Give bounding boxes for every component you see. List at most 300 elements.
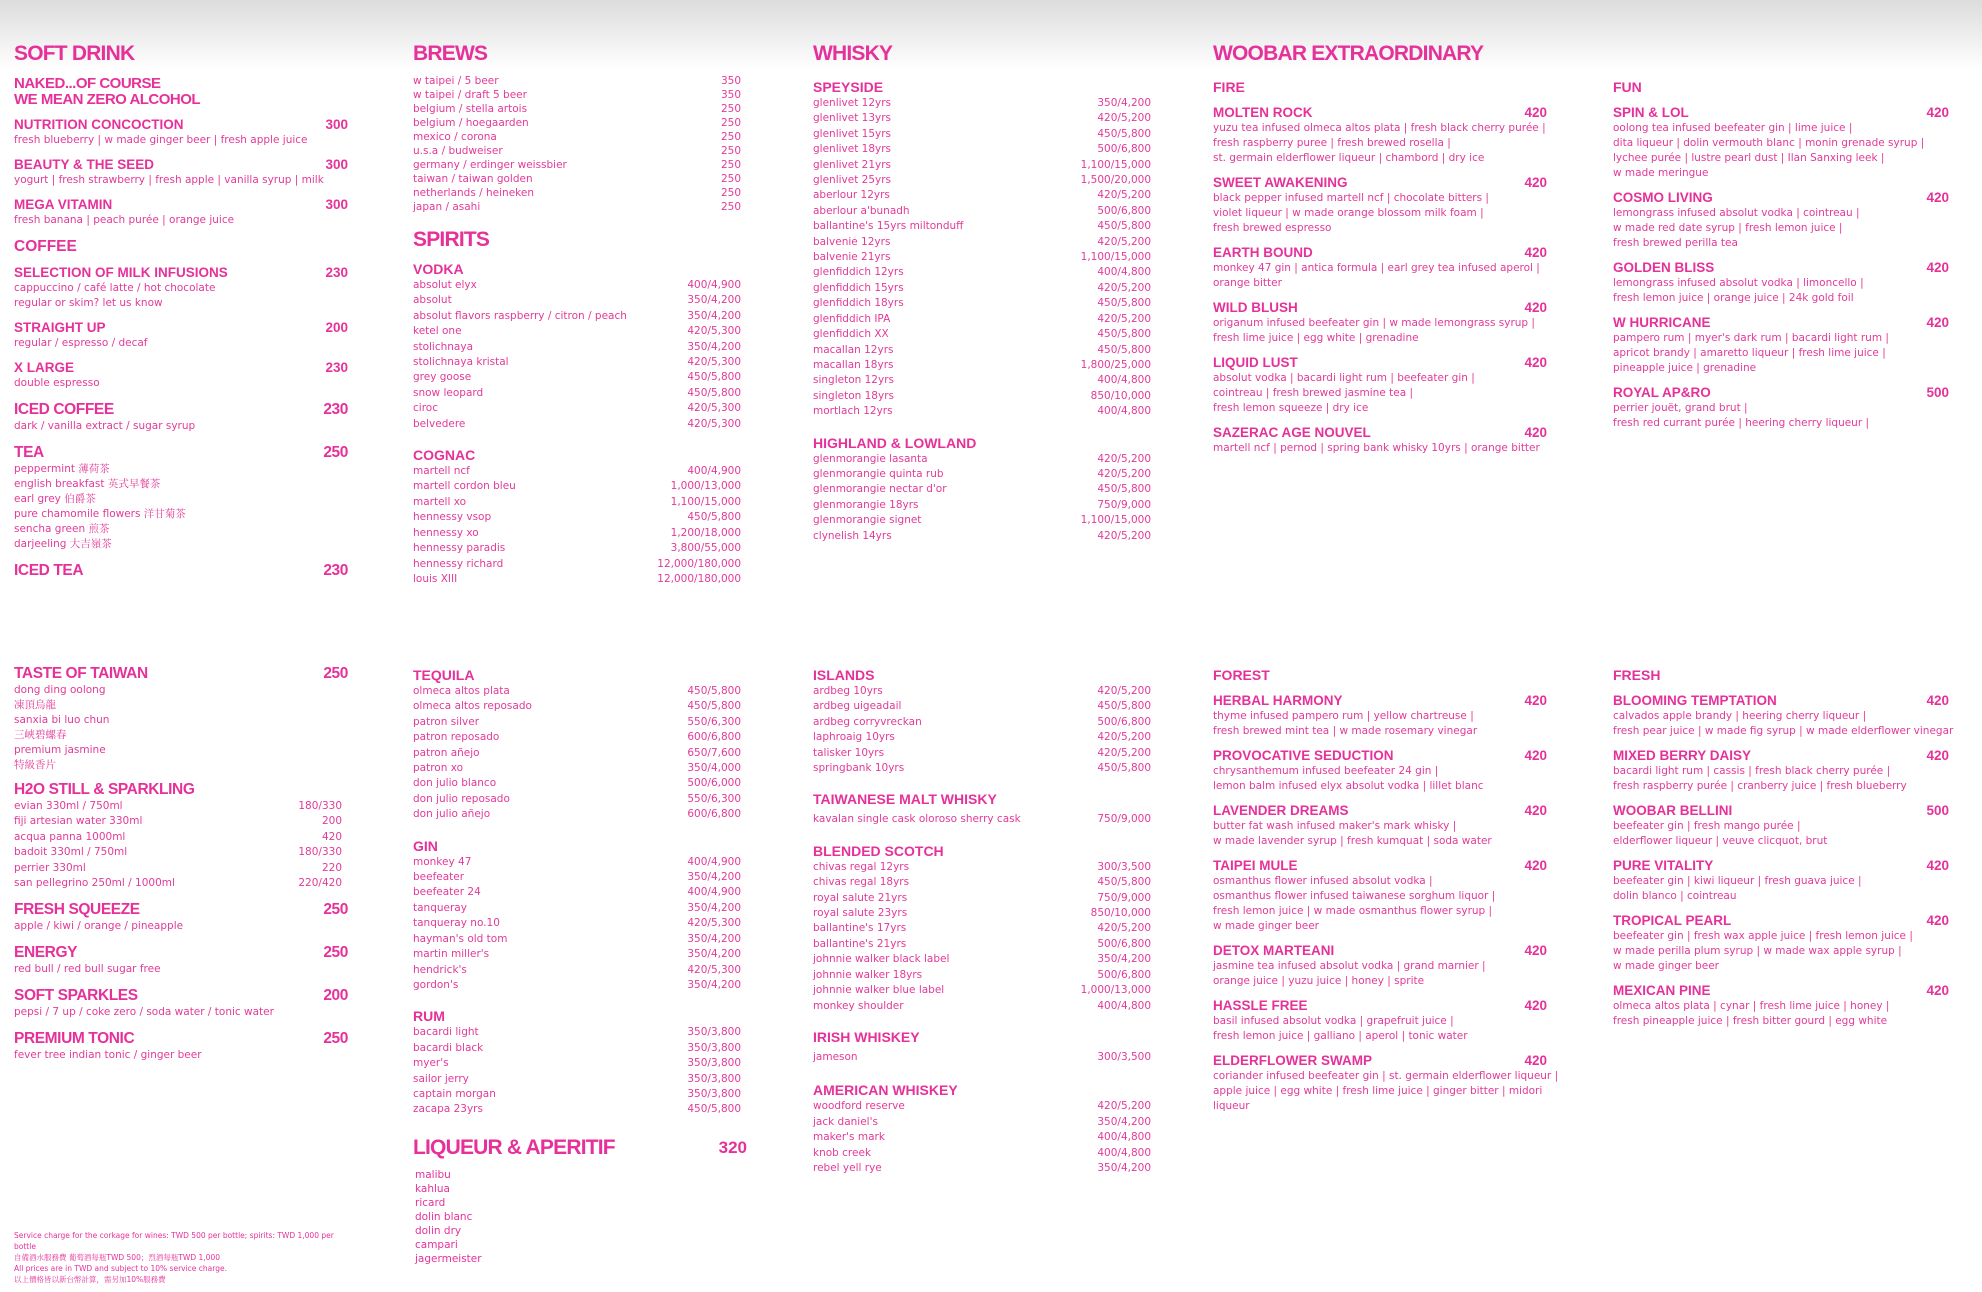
row-name: glenmorangie nectar d'or xyxy=(813,483,947,496)
row-price: 250 xyxy=(720,145,741,157)
item-description: absolut vodka | bacardi light rum | beefeater gin | xyxy=(1213,372,1475,384)
item-name: ROYAL AP&RO xyxy=(1613,385,1711,400)
menu-item xyxy=(14,197,362,228)
item-description: w made ginger beer xyxy=(1213,920,1319,932)
item-price: 250 xyxy=(323,665,348,682)
row-price: 12,000/180,000 xyxy=(657,557,741,570)
item-description: fresh lemon squeeze | dry ice xyxy=(1213,402,1369,414)
price-row xyxy=(813,921,1161,936)
price-row xyxy=(413,495,761,510)
price-row xyxy=(413,479,761,494)
whisky-bottom xyxy=(813,666,1161,1176)
menu-block xyxy=(14,562,362,580)
row-price: 500/6,800 xyxy=(1097,968,1151,981)
price-row xyxy=(813,1146,1161,1161)
item-name: TROPICAL PEARL xyxy=(1613,913,1732,928)
row-price: 420/5,200 xyxy=(1097,312,1151,325)
item-description: fresh red currant purée | heering cherry liqueur | xyxy=(1613,417,1870,429)
item-header xyxy=(14,117,362,133)
row-price: 420/5,300 xyxy=(687,325,741,338)
item-description: w made lavender syrup | fresh kumquat | soda water xyxy=(1213,835,1492,847)
row-name: chivas regal 12yrs xyxy=(813,860,910,873)
item-price: 420 xyxy=(1524,355,1547,370)
row-price: 1,100/15,000 xyxy=(1080,514,1151,527)
item-header xyxy=(14,360,362,376)
list-item: dolin blanc xyxy=(415,1210,473,1223)
price-row xyxy=(813,111,1161,126)
price-row xyxy=(413,792,761,807)
row-name: hayman's old tom xyxy=(413,932,508,945)
price-row xyxy=(813,999,1161,1014)
price-row xyxy=(413,116,761,130)
row-name: w taipei / draft 5 beer xyxy=(413,89,527,101)
price-row xyxy=(813,937,1161,952)
item-name: SAZERAC AGE NOUVEL xyxy=(1213,425,1371,440)
soft-drink-section xyxy=(14,42,362,580)
row-name: belgium / stella artois xyxy=(413,103,528,115)
item-price: 420 xyxy=(1524,858,1547,873)
row-price: 220/420 xyxy=(298,877,342,890)
gin-title: GIN xyxy=(413,837,438,854)
row-price: 420/5,200 xyxy=(1097,281,1151,294)
row-price: 250 xyxy=(720,201,741,213)
price-row xyxy=(813,968,1161,983)
row-name: patron añejo xyxy=(413,746,480,759)
menu-item xyxy=(1213,175,1561,236)
row-price: 450/5,800 xyxy=(1097,483,1151,496)
cognac-title: COGNAC xyxy=(413,447,476,464)
row-price: 1,000/13,000 xyxy=(1080,984,1151,997)
list xyxy=(813,452,1161,544)
price-row xyxy=(813,188,1161,203)
row-price: 450/5,800 xyxy=(1097,700,1151,713)
row-name: beefeater xyxy=(413,871,465,884)
price-row xyxy=(813,327,1161,342)
item-description: beefeater gin | fresh mango purée | xyxy=(1613,820,1801,832)
row-name: singleton 12yrs xyxy=(813,374,894,387)
price-row xyxy=(813,373,1161,388)
row-name: glenmorangie 18yrs xyxy=(813,498,919,511)
item-header xyxy=(1613,803,1963,819)
menu-item xyxy=(14,1030,362,1063)
row-price: 420/5,200 xyxy=(1097,922,1151,935)
row-name: glenlivet 18yrs xyxy=(813,143,892,156)
item-price: 250 xyxy=(323,444,348,461)
item-description: fresh raspberry purée | cranberry juice | fresh blueberry xyxy=(1613,780,1907,792)
item-price: 420 xyxy=(1524,300,1547,315)
islands-title: ISLANDS xyxy=(813,667,875,683)
menu-item xyxy=(14,562,362,580)
list xyxy=(14,799,362,891)
row-name: sailor jerry xyxy=(413,1072,469,1085)
item-description: fresh lime juice | egg white | grenadine xyxy=(1213,332,1419,344)
item-description: fresh pineapple juice | fresh bitter gourd | egg white xyxy=(1613,1015,1888,1027)
item-header xyxy=(1613,385,1963,401)
item-price: 420 xyxy=(1926,913,1949,928)
row-price: 350/4,200 xyxy=(687,932,741,945)
menu-item xyxy=(1213,245,1561,291)
row-price: 350/4,200 xyxy=(687,978,741,991)
row-price: 420/5,200 xyxy=(1097,731,1151,744)
menu-item xyxy=(1613,693,1963,739)
item-price: 230 xyxy=(325,360,348,375)
row-price: 600/6,800 xyxy=(687,808,741,821)
list xyxy=(813,684,1161,776)
item-description: olmeca altos plata | cynar | fresh lime juice | honey | xyxy=(1613,1000,1890,1012)
brews-spirits-section xyxy=(413,42,761,587)
row-price: 400/4,800 xyxy=(1097,1146,1151,1159)
row-name: hennessy xo xyxy=(413,526,479,539)
item-price: 420 xyxy=(1524,105,1547,120)
item-description: 三峽碧螺春 xyxy=(14,729,67,741)
item-description: pineapple juice | grenadine xyxy=(1613,362,1757,374)
item-description: dong ding oolong xyxy=(14,684,106,696)
row-price: 1,100/15,000 xyxy=(1080,251,1151,264)
list-item: campari xyxy=(415,1238,458,1251)
item-header xyxy=(1213,998,1561,1014)
price-row xyxy=(413,370,761,385)
row-name: u.s.a / budweiser xyxy=(413,145,503,157)
price-row xyxy=(413,572,761,587)
row-name: zacapa 23yrs xyxy=(413,1103,483,1116)
row-name: perrier 330ml xyxy=(14,861,86,874)
item-header xyxy=(1213,943,1561,959)
item-description: premium jasmine xyxy=(14,744,106,756)
row-name: glenlivet 15yrs xyxy=(813,127,892,140)
row-price: 250 xyxy=(720,173,741,185)
item-name: ICED TEA xyxy=(14,562,84,579)
price-row xyxy=(413,932,761,947)
menu-item xyxy=(14,901,362,934)
item-name: FRESH SQUEEZE xyxy=(14,901,140,919)
price-row xyxy=(813,812,1161,827)
item-price: 250 xyxy=(323,944,348,962)
section-title: SOFT DRINK xyxy=(14,42,135,65)
row-name: johnnie walker blue label xyxy=(813,984,945,997)
list xyxy=(813,860,1161,1014)
price-row xyxy=(413,916,761,931)
item-price: 230 xyxy=(323,562,348,579)
row-name: evian 330ml / 750ml xyxy=(14,800,123,812)
menu-block xyxy=(14,1030,362,1063)
item-price: 420 xyxy=(1524,998,1547,1013)
item-description: lychee purée | lustre pearl dust | Ilan Sanxing leek | xyxy=(1613,152,1885,164)
price-row xyxy=(14,876,362,891)
price-row xyxy=(413,1025,761,1040)
item-header xyxy=(1213,803,1561,819)
price-row xyxy=(813,891,1161,906)
item-description: dark / vanilla extract / sugar syrup xyxy=(14,420,196,432)
item-header xyxy=(1613,693,1963,709)
item-description: cointreau | fresh brewed jasmine tea | xyxy=(1213,387,1414,399)
menu-item xyxy=(1613,913,1963,974)
item-name: PREMIUM TONIC xyxy=(14,1030,135,1048)
item-header xyxy=(1613,105,1963,121)
row-name: patron xo xyxy=(413,762,464,775)
row-name: ciroc xyxy=(413,402,438,415)
price-row xyxy=(413,978,761,993)
row-name: absolut xyxy=(413,294,452,307)
price-row xyxy=(813,250,1161,265)
price-row xyxy=(413,355,761,370)
item-header xyxy=(14,665,362,683)
row-price: 850/10,000 xyxy=(1090,907,1151,920)
row-name: balvenie 21yrs xyxy=(813,251,891,264)
liqueur-header: LIQUEUR & APERITIF 320 xyxy=(413,1135,747,1159)
item-price: 420 xyxy=(1524,803,1547,818)
menu-block xyxy=(14,444,362,552)
item-description: cappuccino / café latte / hot chocolate xyxy=(14,282,216,294)
price-row xyxy=(14,845,362,860)
row-name: hennessy vsop xyxy=(413,511,492,524)
item-description: darjeeling 大吉嶺茶 xyxy=(14,538,112,550)
row-name: glenmorangie lasanta xyxy=(813,452,928,465)
price-row xyxy=(813,875,1161,890)
price-row xyxy=(813,761,1161,776)
list xyxy=(413,855,761,994)
menu-block xyxy=(14,401,362,434)
row-price: 650/7,600 xyxy=(687,746,741,759)
item-name: TASTE OF TAIWAN xyxy=(14,665,148,682)
row-price: 200 xyxy=(321,815,342,828)
row-name: hendrick's xyxy=(413,963,467,976)
menu-item xyxy=(1613,105,1963,181)
list xyxy=(813,96,1161,420)
row-name: glenlivet 21yrs xyxy=(813,158,892,171)
price-row xyxy=(813,482,1161,497)
item-price: 420 xyxy=(1926,260,1949,275)
row-name: glenlivet 13yrs xyxy=(813,112,892,125)
price-row xyxy=(813,684,1161,699)
price-row xyxy=(813,219,1161,234)
item-description: english breakfast 英式早餐茶 xyxy=(14,478,161,490)
price-row xyxy=(813,452,1161,467)
item-description: fresh brewed espresso xyxy=(1213,222,1332,234)
spirits-title: SPIRITS xyxy=(413,228,490,251)
whisky-title: WHISKY xyxy=(813,42,893,65)
menu-item xyxy=(1613,748,1963,794)
item-description: fresh blueberry | w made ginger beer | fresh apple juice xyxy=(14,134,308,146)
item-description: chrysanthemum infused beefeater 24 gin | xyxy=(1213,765,1439,777)
price-row xyxy=(413,510,761,525)
menu-item xyxy=(1213,858,1561,934)
item-price: 420 xyxy=(1524,175,1547,190)
price-row xyxy=(413,74,761,88)
price-row xyxy=(813,312,1161,327)
item-description: lemon balm infused elyx absolut vodka | lillet blanc xyxy=(1213,780,1484,792)
row-price: 350/3,800 xyxy=(687,1072,741,1085)
price-row xyxy=(813,127,1161,142)
row-price: 420/5,200 xyxy=(1097,189,1151,202)
list xyxy=(14,265,362,391)
row-price: 550/6,300 xyxy=(687,715,741,728)
menu-item xyxy=(14,157,362,188)
list xyxy=(413,1168,761,1266)
item-name: GOLDEN BLISS xyxy=(1613,260,1715,275)
row-name: johnnie walker black label xyxy=(813,953,950,966)
item-price: 420 xyxy=(1926,983,1949,998)
row-price: 350/4,200 xyxy=(1097,97,1151,109)
row-name: hennessy paradis xyxy=(413,542,506,555)
price-row xyxy=(413,324,761,339)
item-description: origanum infused beefeater gin | w made lemongrass syrup | xyxy=(1213,317,1535,329)
price-row xyxy=(413,684,761,699)
item-description: pepsi / 7 up / coke zero / soda water / tonic water xyxy=(14,1006,274,1019)
row-name: don julio añejo xyxy=(413,808,491,821)
item-description: w made meringue xyxy=(1613,167,1709,179)
price-row xyxy=(813,467,1161,482)
row-price: 350/4,200 xyxy=(1097,1115,1151,1128)
row-name: hennessy richard xyxy=(413,557,504,570)
item-header xyxy=(1213,858,1561,874)
price-row xyxy=(14,861,362,876)
row-price: 420/5,200 xyxy=(1097,1100,1151,1113)
price-row xyxy=(413,309,761,324)
item-price: 420 xyxy=(1926,693,1949,708)
price-row xyxy=(413,88,761,102)
price-row xyxy=(413,1087,761,1102)
item-header xyxy=(1613,260,1963,276)
row-name: grey goose xyxy=(413,371,472,384)
menu-item xyxy=(1213,355,1561,416)
row-price: 250 xyxy=(720,131,741,143)
price-row xyxy=(14,830,362,845)
forest-title: FOREST xyxy=(1213,667,1270,683)
price-row xyxy=(413,464,761,479)
price-row xyxy=(813,699,1161,714)
item-description: regular or skim? let us know xyxy=(14,297,163,309)
row-price: 400/4,800 xyxy=(1097,266,1151,279)
row-name: ballantine's 21yrs xyxy=(813,937,907,950)
row-name: royal salute 21yrs xyxy=(813,891,908,904)
row-price: 250 xyxy=(720,187,741,199)
menu-item xyxy=(1613,190,1963,251)
row-name: aberlour 12yrs xyxy=(813,189,890,202)
item-price: 420 xyxy=(1524,425,1547,440)
price-row xyxy=(813,389,1161,404)
price-row xyxy=(813,235,1161,250)
woobar-fire-section xyxy=(1213,42,1561,456)
item-description: yuzu tea infused olmeca altos plata | fresh black cherry purée | xyxy=(1213,122,1546,134)
fire-title: FIRE xyxy=(1213,79,1245,95)
item-name: W HURRICANE xyxy=(1613,315,1711,330)
row-price: 450/5,800 xyxy=(687,685,741,697)
row-price: 420/5,300 xyxy=(687,402,741,415)
price-row xyxy=(813,1115,1161,1130)
row-price: 420/5,300 xyxy=(687,963,741,976)
item-description: osmanthus flower infused taiwanese sorghum liquor | xyxy=(1213,890,1496,902)
item-header xyxy=(14,320,362,336)
row-name: netherlands / heineken xyxy=(413,187,534,199)
item-description: dita liqueur | dolin vermouth blanc | monin grenade syrup | xyxy=(1613,137,1925,149)
item-name: COSMO LIVING xyxy=(1613,190,1713,205)
item-name: ENERGY xyxy=(14,944,78,962)
price-row xyxy=(813,746,1161,761)
item-description: apricot brandy | amaretto liqueur | fresh lime juice | xyxy=(1613,347,1886,359)
row-name: martell ncf xyxy=(413,465,470,478)
price-row xyxy=(413,807,761,822)
row-name: germany / erdinger weissbier xyxy=(413,159,567,171)
row-price: 450/5,800 xyxy=(1097,328,1151,341)
item-description: fresh brewed perilla tea xyxy=(1613,237,1738,249)
price-row xyxy=(813,281,1161,296)
menu-item xyxy=(14,320,362,351)
price-row xyxy=(813,158,1161,173)
item-price: 420 xyxy=(1926,858,1949,873)
row-price: 400/4,900 xyxy=(687,465,741,478)
item-description: w made ginger beer xyxy=(1613,960,1719,972)
row-name: ardbeg 10yrs xyxy=(813,685,883,697)
item-description: bacardi light rum | cassis | fresh black cherry purée | xyxy=(1613,765,1891,777)
price-row xyxy=(413,963,761,978)
row-name: ardbeg uigeadail xyxy=(813,700,902,713)
menu-item xyxy=(1613,315,1963,376)
item-header xyxy=(1213,355,1561,371)
row-name: monkey 47 xyxy=(413,855,472,868)
menu-item xyxy=(14,987,362,1020)
item-price: 420 xyxy=(1926,315,1949,330)
row-price: 450/5,800 xyxy=(1097,297,1151,310)
item-header xyxy=(1613,858,1963,874)
row-name: glenfiddich XX xyxy=(813,328,889,341)
row-price: 450/5,800 xyxy=(1097,220,1151,233)
price-row xyxy=(813,513,1161,528)
item-header xyxy=(14,987,362,1005)
row-price: 350/4,200 xyxy=(687,871,741,884)
price-row xyxy=(14,814,362,829)
item-name: X LARGE xyxy=(14,360,75,375)
item-name: WILD BLUSH xyxy=(1213,300,1298,315)
menu-item xyxy=(1213,1053,1561,1114)
row-name: japan / asahi xyxy=(413,201,481,213)
row-name: balvenie 12yrs xyxy=(813,235,891,248)
item-description: w made red date syrup | fresh lemon juice | xyxy=(1613,222,1843,234)
item-description: monkey 47 gin | antica formula | earl grey tea infused aperol | xyxy=(1213,262,1540,274)
item-description: 凍頂烏龍 xyxy=(14,699,56,711)
brews-title: BREWS xyxy=(413,42,488,65)
price-row xyxy=(813,730,1161,745)
row-name: absolut flavors raspberry / citron / peach xyxy=(413,309,627,322)
row-name: captain morgan xyxy=(413,1087,496,1100)
row-name: monkey shoulder xyxy=(813,999,904,1012)
footnote: Service charge for the corkage for wines: TWD 500 per bottle; spirits: TWD 1,000 per bottle 自備酒水服務費 葡萄酒每瓶TWD 500；烈酒每瓶TWD 1,000 All prices are in TWD and subject to 10% service charge. 以上價格皆以新台幣計算，需另加10%服務費 xyxy=(14,1231,334,1284)
item-price: 420 xyxy=(1524,748,1547,763)
item-description: pure chamomile flowers 洋甘菊茶 xyxy=(14,508,186,520)
price-row xyxy=(413,947,761,962)
price-row xyxy=(14,799,362,814)
item-description: lemongrass infused absolut vodka | cointreau | xyxy=(1613,207,1860,219)
price-row xyxy=(413,730,761,745)
row-name: patron reposado xyxy=(413,731,500,744)
taiwanese-title: TAIWANESE MALT WHISKY xyxy=(813,791,997,808)
row-name: knob creek xyxy=(813,1146,872,1159)
row-price: 350/4,200 xyxy=(687,948,741,961)
row-price: 500/6,800 xyxy=(1097,937,1151,950)
item-price: 300 xyxy=(325,117,348,132)
row-price: 1,100/15,000 xyxy=(670,495,741,508)
item-name: MEGA VITAMIN xyxy=(14,197,113,212)
price-row xyxy=(413,102,761,116)
row-price: 400/4,800 xyxy=(1097,374,1151,387)
list xyxy=(1613,105,1963,431)
row-name: glenmorangie signet xyxy=(813,514,922,527)
item-name: HASSLE FREE xyxy=(1213,998,1308,1013)
price-row xyxy=(413,172,761,186)
price-row xyxy=(413,158,761,172)
row-name: springbank 10yrs xyxy=(813,762,905,775)
list-item: dolin dry xyxy=(415,1224,462,1237)
item-description: coriander infused beefeater gin | st. germain elderflower liqueur | xyxy=(1213,1070,1559,1082)
